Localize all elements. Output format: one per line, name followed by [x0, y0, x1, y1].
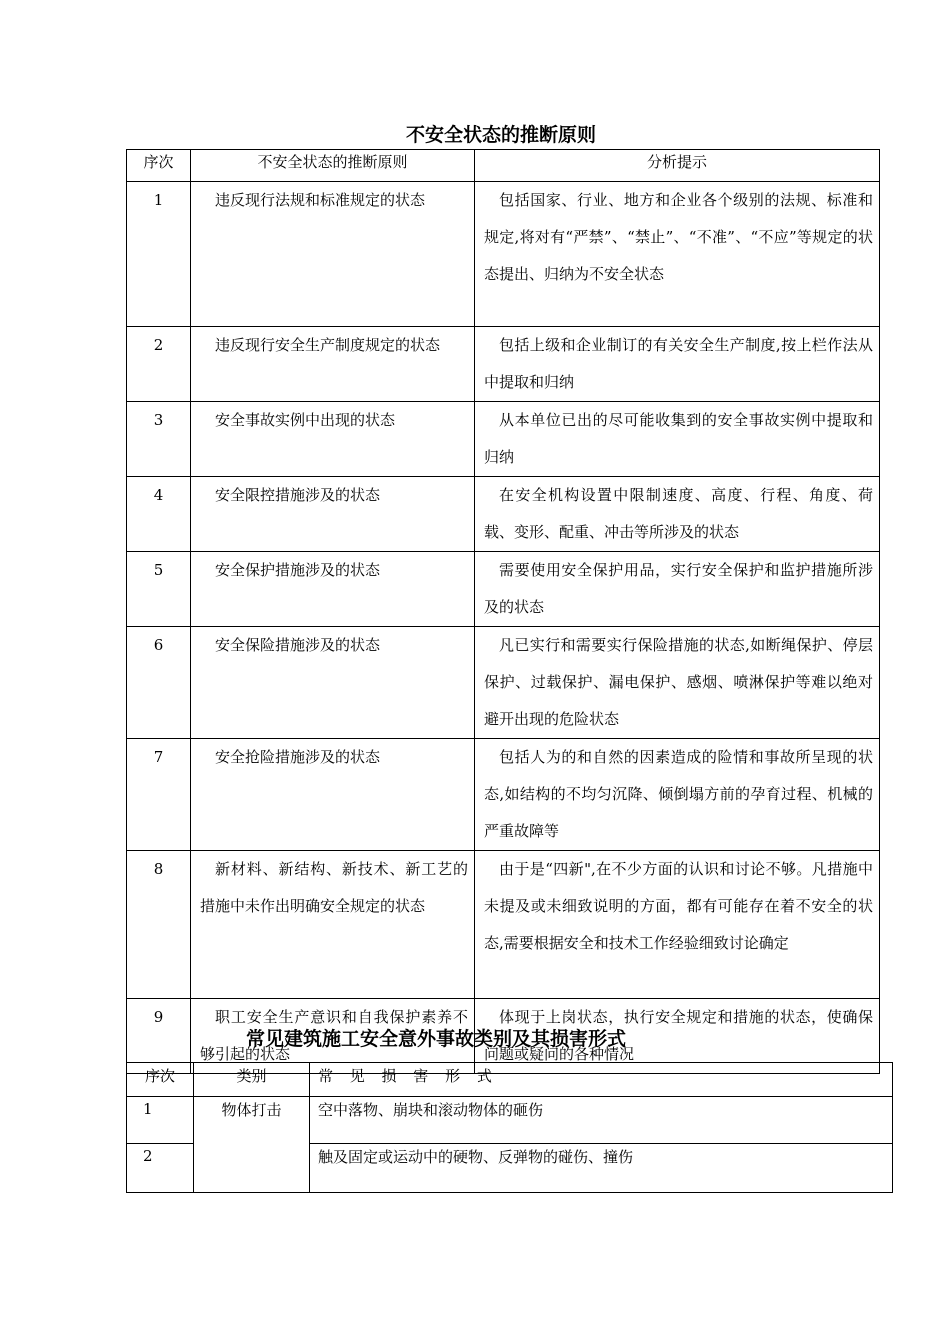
table-row	[127, 1097, 893, 1144]
row-no: 2	[127, 1144, 194, 1193]
row-harm: 触及固定或运动中的硬物、反弹物的碰伤、撞伤	[310, 1144, 893, 1193]
row-no: 9	[127, 999, 191, 1074]
row-category: 物体打击	[194, 1097, 310, 1193]
table-row	[127, 739, 880, 851]
row-no: 4	[127, 477, 191, 552]
row-hint: 从本单位已出的尽可能收集到的安全事故实例中提取和归纳	[475, 402, 880, 477]
row-hint: 包括国家、行业、地方和企业各个级别的法规、标准和规定,将对有“严禁”、“禁止”、“不准”、“不应”等规定的状态提出、归纳为不安全状态	[475, 182, 880, 327]
table-row	[127, 182, 880, 327]
row-no: 1	[127, 1097, 194, 1144]
accident-type-table	[126, 1062, 893, 1193]
table-row	[127, 477, 880, 552]
table-header-row	[127, 150, 880, 182]
row-no: 3	[127, 402, 191, 477]
table-row	[127, 327, 880, 402]
row-principle: 安全保护措施涉及的状态	[191, 552, 475, 627]
header-principle: 不安全状态的推断原则	[191, 150, 475, 182]
row-principle: 安全抢险措施涉及的状态	[191, 739, 475, 851]
row-principle: 安全限控措施涉及的状态	[191, 477, 475, 552]
table2-title: 常见建筑施工安全意外事故类别及其损害形式	[245, 1028, 626, 1050]
header-no: 序次	[127, 1063, 194, 1097]
table-row	[127, 552, 880, 627]
row-hint: 包括上级和企业制订的有关安全生产制度,按上栏作法从中提取和归纳	[475, 327, 880, 402]
row-principle: 违反现行法规和标准规定的状态	[191, 182, 475, 327]
table-row	[127, 402, 880, 477]
header-category: 类别	[194, 1063, 310, 1097]
header-no: 序次	[127, 150, 191, 182]
table1-title: 不安全状态的推断原则	[405, 124, 596, 146]
row-no: 8	[127, 851, 191, 999]
table-row	[127, 627, 880, 739]
row-hint: 需要使用安全保护用品，实行安全保护和监护措施所涉及的状态	[475, 552, 880, 627]
row-harm: 空中落物、崩块和滚动物体的砸伤	[310, 1097, 893, 1144]
row-principle: 安全事故实例中出现的状态	[191, 402, 475, 477]
row-hint: 由于是“四新",在不少方面的认识和讨论不够。凡措施中未提及或未细致说明的方面，都有可能存在着不安全的状态,需要根据安全和技术工作经验细致讨论确定	[475, 851, 880, 999]
row-no: 6	[127, 627, 191, 739]
table-row	[127, 851, 880, 999]
row-hint: 包括人为的和自然的因素造成的险情和事故所呈现的状态,如结构的不均匀沉降、倾倒塌方前的孕育过程、机械的严重故障等	[475, 739, 880, 851]
row-principle: 安全保险措施涉及的状态	[191, 627, 475, 739]
row-hint: 体现于上岗状态，执行安全规定和措施的状态，使确保问题或疑问的各种情况	[475, 999, 880, 1074]
row-no: 2	[127, 327, 191, 402]
row-principle: 违反现行安全生产制度规定的状态	[191, 327, 475, 402]
row-no: 7	[127, 739, 191, 851]
row-principle: 职工安全生产意识和自我保护素养不够引起的状态	[191, 999, 475, 1074]
header-hint: 分析提示	[475, 150, 880, 182]
row-principle: 新材料、新结构、新技术、新工艺的措施中未作出明确安全规定的状态	[191, 851, 475, 999]
row-hint: 在安全机构设置中限制速度、高度、行程、角度、荷载、变形、配重、冲击等所涉及的状态	[475, 477, 880, 552]
table-header-row	[127, 1063, 893, 1097]
row-no: 1	[127, 182, 191, 327]
header-harm: 常 见 损 害 形 式	[310, 1063, 893, 1097]
unsafe-state-table	[126, 149, 880, 1074]
row-hint: 凡已实行和需要实行保险措施的状态,如断绳保护、停层保护、过载保护、漏电保护、感烟、喷淋保护等难以绝对避开出现的危险状态	[475, 627, 880, 739]
row-no: 5	[127, 552, 191, 627]
